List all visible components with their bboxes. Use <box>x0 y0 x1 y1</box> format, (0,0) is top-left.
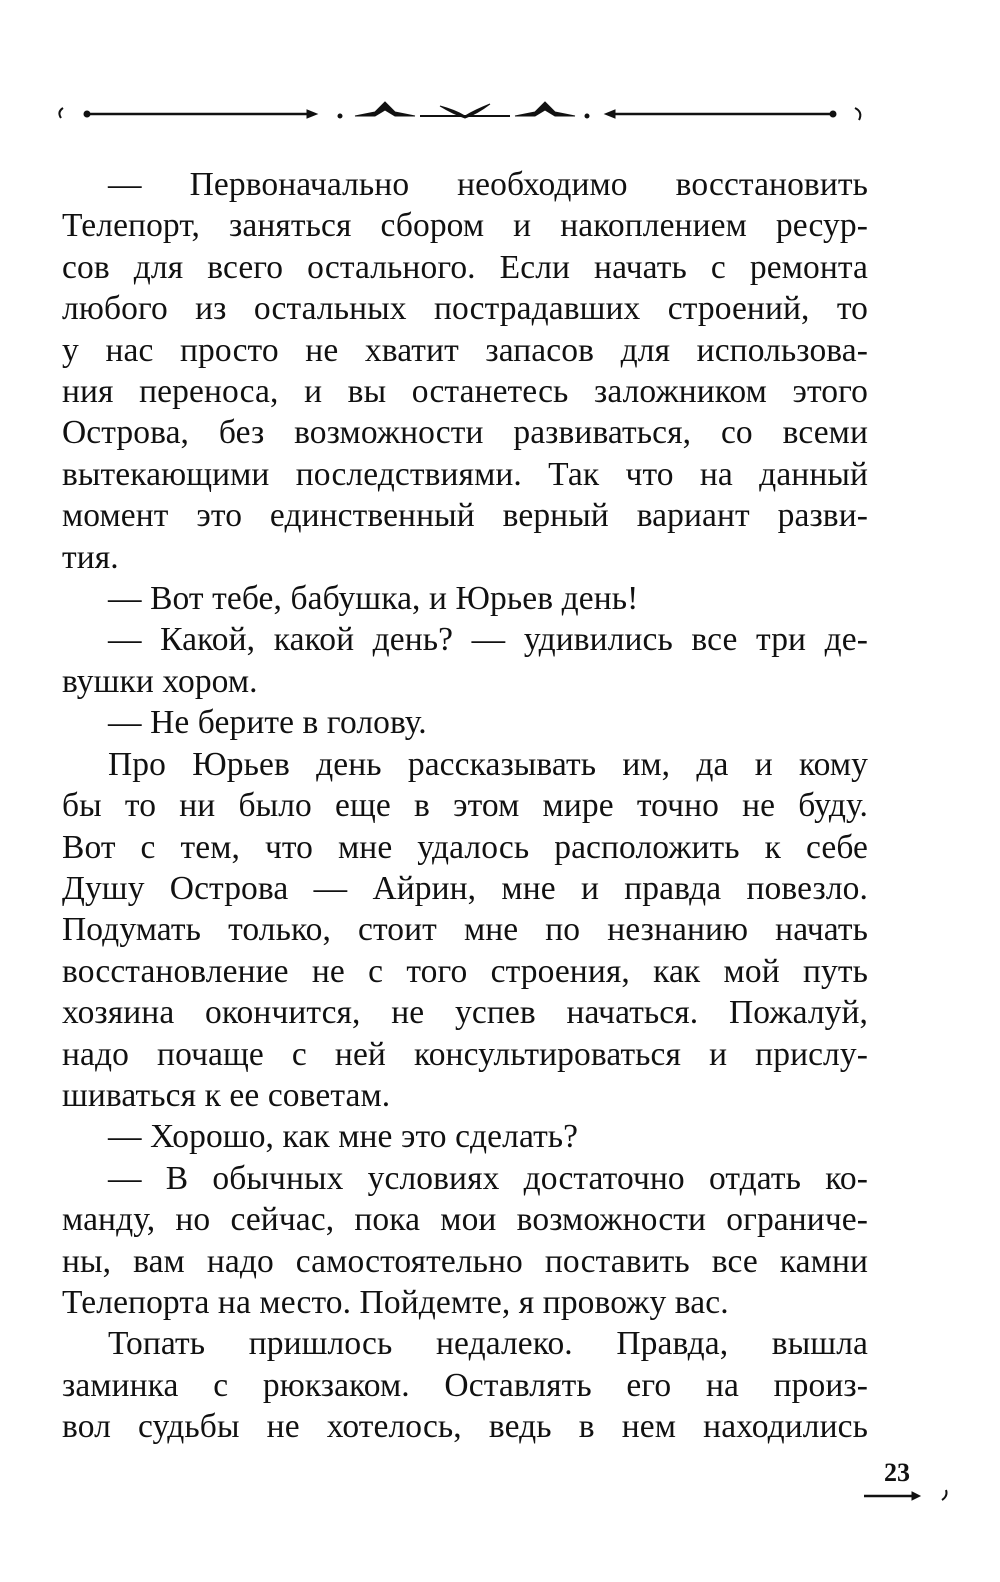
text-line: манду, но сейчас, пока мои возможности ограниче- <box>62 1201 868 1239</box>
text-line: — Не берите в голову. <box>108 704 427 742</box>
decorative-header-rule-icon <box>55 90 875 130</box>
text-line: тия. <box>62 538 119 576</box>
text-line: вол судьбы не хотелось, ведь в нем находились <box>62 1408 868 1446</box>
text-line: вытекающими последствиями. Так что на данный <box>62 455 868 493</box>
text-line: сов для всего остального. Если начать с ремонта <box>62 248 868 286</box>
text-line: ния переноса, и вы останетесь заложником этого <box>62 373 868 411</box>
text-line: заминка с рюкзаком. Оставлять его на произ- <box>62 1366 868 1404</box>
decorative-footer-rule-icon <box>862 1488 962 1508</box>
text-line: бы то ни было еще в этом мире точно не буду. <box>62 787 868 825</box>
text-line: Душу Острова — Айрин, мне и правда повезло. <box>62 869 868 907</box>
text-line: шиваться к ее советам. <box>62 1076 391 1114</box>
text-line: вушки хором. <box>62 662 258 700</box>
text-line: момент это единственный верный вариант разви- <box>62 497 868 535</box>
text-line: Топать пришлось недалеко. Правда, вышла <box>108 1325 868 1363</box>
text-line: Острова, без возможности развиваться, со всеми <box>62 414 868 452</box>
text-line: восстановление не с того строения, как мой путь <box>62 952 868 990</box>
page-footer <box>862 1458 962 1518</box>
text-line: — Вот тебе, бабушка, и Юрьев день! <box>108 580 639 618</box>
text-line: Подумать только, стоит мне по незнанию начать <box>62 911 868 949</box>
text-line: Вот с тем, что мне удалось расположить к себе <box>62 828 868 866</box>
page-text <box>62 164 868 1448</box>
text-line: хозяина окончится, не успев начаться. Пожалуй, <box>62 994 868 1032</box>
text-line: у нас просто не хватит запасов для использова- <box>62 331 868 369</box>
text-line: Телепорт, заняться сбором и накоплением ресур- <box>62 207 868 245</box>
page-number: 23 <box>884 1458 910 1487</box>
text-line: ны, вам надо самостоятельно поставить все камни <box>62 1242 868 1280</box>
text-line: Телепорта на место. Пойдемте, я провожу вас. <box>62 1283 729 1321</box>
text-line: — В обычных условиях достаточно отдать ко- <box>108 1159 868 1197</box>
text-line: — Какой, какой день? — удивились все три де- <box>108 621 868 659</box>
text-line: — Первоначально необходимо восстановить <box>108 166 868 203</box>
text-line: любого из остальных пострадавших строений, то <box>62 290 868 328</box>
text-line: — Хорошо, как мне это сделать? <box>108 1118 579 1156</box>
text-line: надо почаще с ней консультироваться и прислу- <box>62 1035 868 1073</box>
text-line: Про Юрьев день рассказывать им, да и кому <box>108 745 868 783</box>
